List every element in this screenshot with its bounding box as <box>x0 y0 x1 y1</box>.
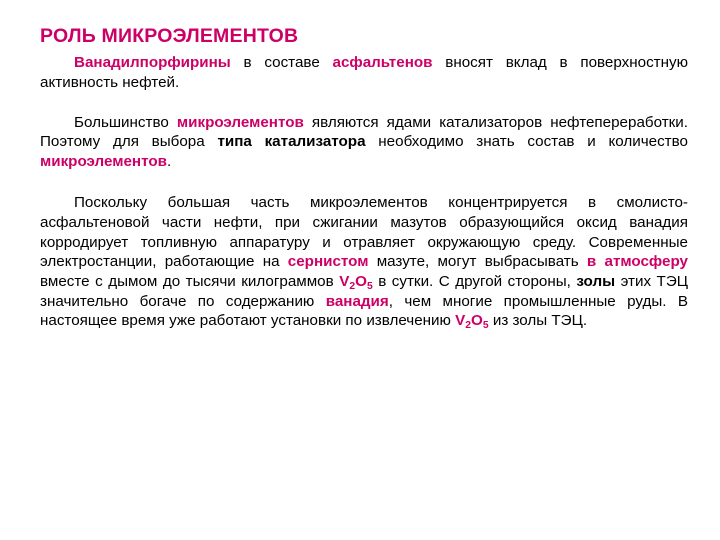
text-segment: вместе с дымом до тысячи килограммов <box>40 272 340 290</box>
text-segment: являются ядами катализаторов нефтепереработки. Поэтому для выбора <box>40 113 689 151</box>
term-catalyst-type: типа катализатора <box>217 133 366 151</box>
paragraph-catalyst-poisons <box>26 113 696 172</box>
text-segment: необходимо знать состав и количество <box>365 133 688 151</box>
paragraph-vanadylporphyrins <box>26 53 696 92</box>
text-segment: этих ТЭЦ значительно богаче по содержанию <box>40 272 688 310</box>
text-segment: мазуте, могут выбрасывать <box>368 253 587 271</box>
term-asphaltenes: асфальтенов <box>332 54 433 72</box>
formula-element-v: V <box>339 272 350 290</box>
formula-element-o: O <box>355 272 367 290</box>
text-segment: в составе <box>230 54 333 72</box>
formula-v2o5-second <box>455 312 489 332</box>
text-segment: . <box>166 152 172 170</box>
text-segment: вносят вклад в поверхностную активность нефтей. <box>40 54 688 92</box>
formula-v2o5-first <box>339 273 372 290</box>
formula-subscript-5: 5 <box>482 320 489 332</box>
text-segment: Большинство <box>74 113 177 131</box>
term-vanadium: ванадия <box>325 292 389 310</box>
term-sulfurous: сернистом <box>287 253 369 271</box>
term-microelements-2: микроэлементов <box>40 152 167 170</box>
text-segment: Поскольку большая часть микроэлементов концентрируется в смолисто-асфальтеновой части нефти, при сжигании мазутов образующийся оксид ванадия корродирует топливную аппаратуру и отравляет окружающую среду. Современные электростанции, работающие на <box>40 194 688 271</box>
term-ashes: золы <box>576 272 616 290</box>
formula-subscript-2: 2 <box>465 320 472 332</box>
formula-subscript-2: 2 <box>349 280 356 292</box>
term-microelements: микроэлементов <box>176 113 304 131</box>
text-segment: , чем многие промышленные руды. В настоящее время уже работают установки по извлечению <box>40 292 688 330</box>
paragraph-vanadium-oxide <box>26 193 696 330</box>
term-into-atmosphere: в атмосферу <box>586 253 688 271</box>
formula-element-v: V <box>455 312 466 330</box>
formula-element-o: O <box>471 312 483 330</box>
page-title: РОЛЬ МИКРОЭЛЕМЕНТОВ <box>40 25 299 47</box>
formula-subscript-5: 5 <box>366 280 373 292</box>
term-vanadylporphyrins: Ванадилпорфирины <box>74 54 231 72</box>
text-segment: из золы ТЭЦ. <box>488 312 588 330</box>
text-segment: в сутки. С другой стороны, <box>372 272 577 290</box>
